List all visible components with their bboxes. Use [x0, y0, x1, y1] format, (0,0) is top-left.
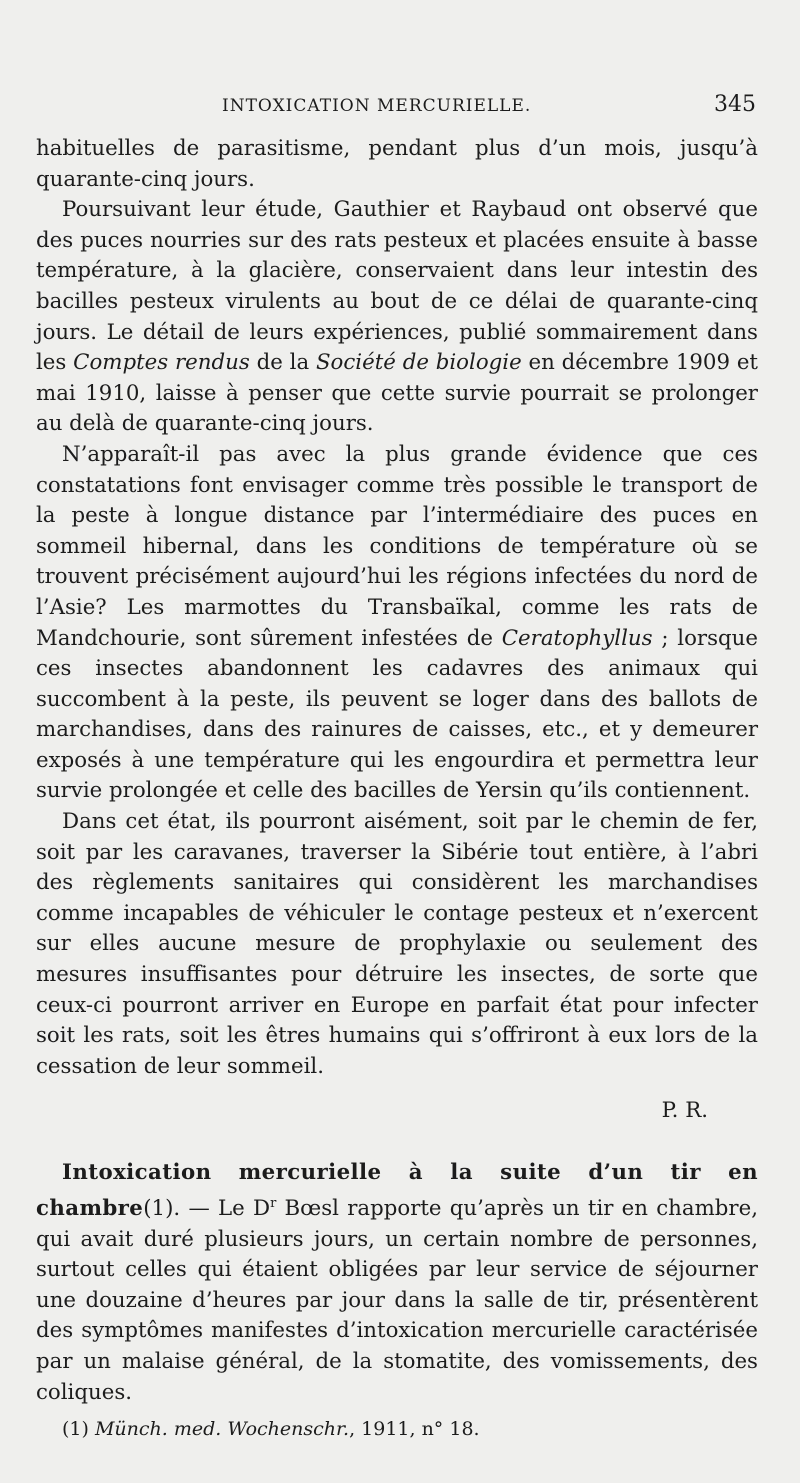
paragraph-3: [36, 440, 758, 807]
paragraph-3-italic: Ceratophyllus: [501, 625, 653, 651]
paragraph-2-italic-1: Comptes rendus: [73, 350, 250, 376]
paragraph-2-text-c: en décembre 1909 et mai 1910, laisse à penser que cette survie pourrait se prolonger au delà de quarante-cinq jours.: [36, 350, 758, 437]
footnote-journal: Münch. med. Wochenschr.: [94, 1418, 350, 1440]
paragraph-3-text-b: ; lorsque ces insectes abandonnent les cadavres des animaux qui succombent à la peste, ils peuvent se loger dans des ballots de marchandises, dans des rainures de caisses, etc., et y demeurer exposés à une température qui les engourdira et permettra leur survie prolongée et celle des bacilles de Yersin qu’ils contiennent.: [36, 625, 758, 804]
paragraph-3-text-a: N’apparaît-il pas avec la plus grande évidence que ces constatations font envisager comme très possible le transport de la peste à longue distance par l’intermédiaire des puces en sommeil hibernal, dans les conditions de température où se trouvent précisément aujourd’hui les régions infectées du nord de l’Asie? Les marmottes du Transbaïkal, comme les rats de Mandchourie, sont sûrement infestées de: [36, 441, 758, 651]
paragraph-1: habituelles de parasitisme, pendant plus d’un mois, jusqu’à quarante-cinq jours.: [36, 136, 758, 192]
paragraph-2-italic-2: Société de biologie: [315, 350, 522, 376]
section-superscript: r: [270, 1196, 277, 1211]
page-number: 345: [714, 92, 756, 117]
footnote: [62, 1418, 480, 1440]
paragraph-2-text-a: Poursuivant leur étude, Gauthier et Raybaud ont observé que des puces nourries sur des rats pesteux et placées ensuite à basse température, à la glacière, conservaient dans leur intestin des bacilles pesteux virulents au bout de ce délai de quarante-cinq jours. Le détail de leurs expériences, publié sommairement dans les: [36, 197, 758, 376]
section-text-b: Bœsl rapporte qu’après un tir en chambre, qui avait duré plusieurs jours, un certain nombre de personnes, surtout celles qui étaient obligées par leur service de séjourner une douzaine d’heures par jour dans la salle de tir, présentèrent des symptômes manifestes d’intoxication mercurielle caractérisée par un malaise général, de la stomatite, des vomissements, des coliques.: [36, 1196, 758, 1405]
signature: P. R.: [661, 1098, 708, 1124]
running-title: INTOXICATION MERCURIELLE.: [222, 96, 532, 116]
footnote-mark: (1): [62, 1418, 89, 1440]
paragraph-4: Dans cet état, ils pourront aisément, soit par le chemin de fer, soit par les caravanes, traverser la Sibérie tout entière, à l’abri des règlements sanitaires qui considèrent les marchandises comme incapables de véhiculer le contage pesteux et n’exercent sur elles aucune mesure de prophylaxie ou seulement des mesures insuffisantes pour détruire les insectes, de sorte que ceux-ci pourront arriver en Europe en parfait état pour infecter soit les rats, soit les êtres humains qui s’offriront à eux lors de la cessation de leur sommeil.: [36, 809, 758, 1079]
footnote-reference: (1).: [143, 1196, 181, 1222]
paragraph-2-text-b: de la: [249, 350, 316, 376]
running-header: [36, 90, 758, 124]
section-text-a: — Le D: [180, 1196, 271, 1222]
text-body: [36, 134, 758, 1408]
footnote-details: , 1911, n° 18.: [349, 1418, 480, 1440]
paragraph-2: [36, 195, 758, 440]
section-heading: Intoxication mercurielle à la suite d’un tir en chambre: [36, 1160, 758, 1222]
section-paragraph: [36, 1158, 758, 1408]
